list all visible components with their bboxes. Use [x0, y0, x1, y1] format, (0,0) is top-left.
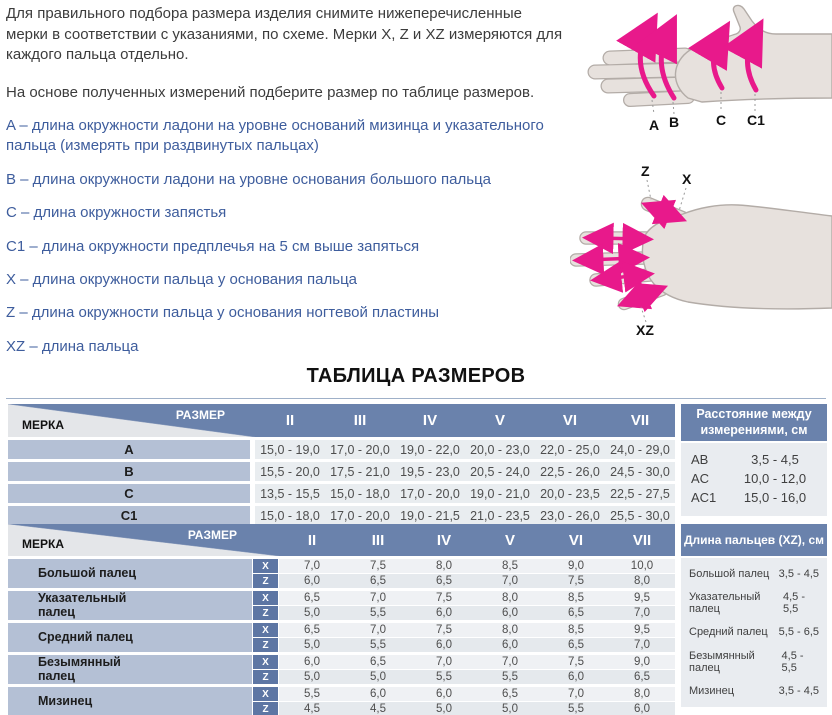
definition-item-5: Z – длина окружности пальца у основания ногтевой пластины: [6, 304, 440, 322]
measure-label: C: [8, 484, 250, 503]
size-table-title: ТАБЛИЦА РАЗМЕРОВ: [306, 365, 526, 387]
value-cell: 6,0: [502, 607, 518, 619]
value-cell: 5,5: [370, 607, 386, 619]
range-cell: 24,5 - 30,0: [610, 464, 670, 479]
finger-name-text: Указательный палец: [38, 590, 127, 619]
label-x: X: [682, 171, 692, 187]
finger-group: [8, 559, 675, 588]
sub-measure-badge: X: [253, 687, 278, 701]
distance-label: AC1: [691, 489, 717, 505]
value-cell: 8,5: [568, 624, 584, 636]
finger-table-header-sizes: [279, 524, 675, 556]
definition-item-0: A – длина окружности ладони на уровне оснований мизинца и указательного пальца (измерять при раздвинутых пальцах): [6, 117, 544, 155]
finger-sub-badges: [253, 687, 278, 715]
finger-row-z: [279, 702, 675, 715]
finger-length-label: Большой палец: [689, 567, 770, 580]
value-cell: 6,0: [304, 656, 320, 668]
value-cell: 8,0: [502, 592, 518, 604]
finger-name-text: Средний палец: [38, 629, 133, 644]
value-cell: 5,5: [370, 639, 386, 651]
finger-length-panel-body: [681, 558, 827, 707]
hand-palm-shape-2: [642, 205, 832, 309]
value-cell: 5,0: [304, 671, 320, 683]
range-cell: 22,0 - 25,0: [540, 442, 600, 457]
palm-table-row: [8, 484, 675, 503]
value-cell: 6,0: [436, 607, 452, 619]
value-cell: 9,0: [634, 656, 650, 668]
range-cell: 19,0 - 21,0: [470, 486, 530, 501]
palm-table-corner-cell: [8, 404, 255, 437]
finger-value-rows: [279, 623, 675, 652]
finger-length-value: 4,5 - 5,5: [781, 649, 804, 674]
value-cell: 6,5: [304, 624, 320, 636]
range-cell: 19,0 - 22,0: [400, 442, 460, 457]
sub-measure-badge: X: [253, 559, 278, 573]
value-cell: 8,5: [502, 560, 518, 572]
value-cell: 5,5: [502, 671, 518, 683]
finger-name-text: Мизинец: [38, 693, 93, 708]
finger-length-label: Мизинец: [689, 685, 734, 698]
value-cell: 10,0: [630, 560, 654, 572]
value-cell: 8,0: [634, 575, 650, 587]
finger-group: [8, 623, 675, 652]
finger-length-value: 3,5 - 4,5: [778, 567, 819, 580]
finger-length-row: [689, 685, 819, 697]
corner-size-label: РАЗМЕР: [175, 408, 225, 422]
value-cell: 5,0: [304, 639, 320, 651]
value-cell: 7,0: [634, 607, 650, 619]
value-cell: 5,0: [370, 671, 386, 683]
finger-row-z: [279, 606, 675, 620]
intro-paragraph-2: На основе полученных измерений подберите размер по таблице размеров.: [6, 84, 535, 102]
size-column-header: VI: [562, 412, 578, 429]
value-cell: 6,0: [502, 639, 518, 651]
value-cell: 5,5: [436, 671, 452, 683]
finger-table-corner-cell: [8, 524, 279, 556]
finger-value-rows: [279, 687, 675, 715]
distance-label: AB: [691, 452, 709, 468]
finger-sub-badges: [253, 559, 278, 588]
label-b: B: [669, 114, 680, 130]
range-cell: 15,5 - 20,0: [260, 464, 320, 479]
palm-size-table: [8, 404, 675, 528]
label-z: Z: [641, 163, 650, 179]
intro-paragraph-1: Для правильного подбора размера изделия снимите нижеперечисленные мерки в соответствии с указаниями, по схеме. Мерки X, Z и XZ измеряются для каждого пальца отдельно.: [6, 5, 563, 64]
value-cell: 5,5: [304, 688, 320, 700]
finger-length-value: 5,5 - 6,5: [778, 626, 819, 639]
distance-panel-body: [681, 443, 827, 516]
label-c1: C1: [747, 112, 765, 128]
range-cell: 23,0 - 26,0: [540, 508, 600, 523]
value-cell: 7,5: [568, 575, 584, 587]
finger-value-rows: [279, 591, 675, 620]
finger-sub-badges: [253, 623, 278, 652]
finger-length-panel: [681, 524, 827, 707]
palm-table-body: [8, 440, 675, 525]
value-cell: 4,5: [304, 703, 320, 715]
value-cell: 9,5: [634, 592, 650, 604]
finger-group: [8, 591, 675, 620]
range-cell: 24,0 - 29,0: [610, 442, 670, 457]
finger-length-panel-title: Длина пальцев (XZ), см: [681, 524, 827, 556]
definition-item-6: XZ – длина пальца: [6, 337, 139, 355]
measure-label: C1: [8, 506, 250, 525]
size-column-header: II: [285, 412, 295, 429]
finger-row-z: [279, 574, 675, 588]
label-a: A: [649, 117, 660, 133]
range-cell: 17,5 - 21,0: [330, 464, 390, 479]
value-cell: 7,0: [568, 688, 584, 700]
size-column-header: VII: [630, 412, 650, 429]
value-cell: 6,0: [370, 688, 386, 700]
sub-measure-badge: Z: [253, 606, 278, 620]
finger-length-row: [689, 650, 819, 674]
palm-table-row: [8, 462, 675, 481]
value-cell: 7,0: [370, 624, 386, 636]
size-column-header: V: [504, 531, 515, 549]
intro-text: [6, 4, 564, 121]
value-cell: 6,0: [436, 639, 452, 651]
definition-item-4: X – длина окружности пальца у основания пальца: [6, 270, 358, 288]
value-cell: 6,5: [634, 671, 650, 683]
range-cell: 17,0 - 20,0: [400, 486, 460, 501]
corner-measure-label: МЕРКА: [22, 418, 64, 432]
finger-length-label: Указательный палец: [689, 591, 761, 616]
palm-table-row: [8, 506, 675, 525]
value-cell: 7,5: [568, 656, 584, 668]
finger-length-label: Безымянный палец: [689, 649, 755, 674]
value-cell: 6,0: [634, 703, 650, 715]
finger-value-rows: [279, 559, 675, 588]
value-cell: 4,5: [370, 703, 386, 715]
palm-table-header: [8, 404, 675, 437]
finger-row-x: [279, 687, 675, 701]
value-cell: 7,0: [502, 575, 518, 587]
value-cell: 7,0: [502, 656, 518, 668]
value-cell: 8,5: [568, 592, 584, 604]
value-cell: 9,5: [634, 624, 650, 636]
hand-circumference-illustration: [570, 0, 832, 140]
finger-length-row: [689, 568, 819, 580]
sub-measure-badge: X: [253, 655, 278, 669]
size-column-header: II: [307, 531, 317, 549]
measure-label: B: [8, 462, 250, 481]
palm-table-cells: [255, 462, 675, 481]
range-cell: 15,0 - 19,0: [260, 442, 320, 457]
range-cell: 22,5 - 27,5: [610, 486, 670, 501]
sub-measure-badge: Z: [253, 702, 278, 715]
finger-row-z: [279, 638, 675, 652]
finger-name: [8, 591, 252, 620]
value-cell: 7,0: [436, 656, 452, 668]
value-cell: 5,5: [568, 703, 584, 715]
value-cell: 7,0: [634, 639, 650, 651]
value-cell: 6,5: [436, 575, 452, 587]
size-column-header: VI: [568, 531, 584, 549]
palm-table-row: [8, 440, 675, 459]
range-cell: 22,5 - 26,0: [540, 464, 600, 479]
value-cell: 7,5: [436, 624, 452, 636]
value-cell: 6,5: [304, 592, 320, 604]
value-cell: 6,5: [502, 688, 518, 700]
label-xz: XZ: [636, 322, 654, 338]
finger-group: [8, 687, 675, 715]
sub-measure-badge: Z: [253, 574, 278, 588]
range-cell: 17,0 - 20,0: [330, 442, 390, 457]
distance-value: 3,5 - 4,5: [751, 452, 799, 468]
sub-measure-badge: X: [253, 591, 278, 605]
value-cell: 6,5: [568, 607, 584, 619]
finger-sub-badges: [253, 591, 278, 620]
value-cell: 7,5: [370, 560, 386, 572]
value-cell: 6,5: [568, 639, 584, 651]
value-cell: 5,0: [502, 703, 518, 715]
value-cell: 7,5: [436, 592, 452, 604]
palm-table-cells: [255, 506, 675, 525]
value-cell: 7,0: [304, 560, 320, 572]
size-column-header: III: [371, 531, 385, 549]
definition-item-1: B – длина окружности ладони на уровне основания большого пальца: [6, 170, 492, 188]
corner-size-label-2: РАЗМЕР: [187, 528, 237, 542]
finger-measurement-illustration: [570, 158, 832, 338]
value-cell: 6,5: [370, 575, 386, 587]
finger-row-x: [279, 655, 675, 669]
range-cell: 20,5 - 24,0: [470, 464, 530, 479]
distance-label: AC: [691, 471, 710, 487]
size-column-header: V: [494, 412, 505, 429]
measurement-definitions: [6, 116, 566, 370]
finger-row-x: [279, 591, 675, 605]
finger-name: [8, 559, 252, 588]
value-cell: 9,0: [568, 560, 584, 572]
range-cell: 20,0 - 23,0: [470, 442, 530, 457]
finger-name: [8, 655, 252, 684]
finger-size-table: [8, 524, 675, 715]
finger-name-text: Большой палец: [38, 565, 137, 580]
value-cell: 8,0: [436, 560, 452, 572]
value-cell: 6,5: [370, 656, 386, 668]
size-column-header: VII: [632, 531, 652, 549]
distance-row: [691, 470, 817, 489]
palm-table-header-sizes: [255, 404, 675, 437]
value-cell: 8,0: [502, 624, 518, 636]
value-cell: 6,0: [436, 688, 452, 700]
range-cell: 19,5 - 23,0: [400, 464, 460, 479]
distance-panel: [681, 404, 827, 516]
value-cell: 7,0: [370, 592, 386, 604]
sub-measure-badge: X: [253, 623, 278, 637]
distance-value: 15,0 - 16,0: [743, 489, 807, 505]
finger-length-row: [689, 591, 819, 615]
size-column-header: IV: [422, 412, 438, 429]
range-cell: 13,5 - 15,5: [260, 486, 320, 501]
palm-table-cells: [255, 484, 675, 503]
finger-name: [8, 687, 252, 715]
measure-label: A: [8, 440, 250, 459]
finger-row-x: [279, 623, 675, 637]
definition-item-3: C1 – длина окружности предплечья на 5 см выше запяться: [6, 237, 420, 255]
distance-panel-title: Расстояние между измерениями, см: [681, 404, 827, 441]
label-c: C: [716, 112, 727, 128]
finger-name: [8, 623, 252, 652]
range-cell: 17,0 - 20,0: [330, 508, 390, 523]
finger-sub-badges: [253, 655, 278, 684]
title-divider: [6, 398, 826, 399]
finger-row-x: [279, 559, 675, 573]
range-cell: 20,0 - 23,5: [540, 486, 600, 501]
sub-measure-badge: Z: [253, 670, 278, 684]
distance-row: [691, 451, 817, 470]
finger-length-label: Средний палец: [689, 626, 768, 639]
size-column-header: III: [353, 412, 367, 429]
finger-group: [8, 655, 675, 684]
definition-item-2: C – длина окружности запястья: [6, 204, 227, 222]
value-cell: 6,0: [568, 671, 584, 683]
value-cell: 8,0: [634, 688, 650, 700]
finger-value-rows: [279, 655, 675, 684]
range-cell: 21,0 - 23,5: [470, 508, 530, 523]
range-cell: 15,0 - 18,0: [260, 508, 320, 523]
range-cell: 15,0 - 18,0: [330, 486, 390, 501]
sub-measure-badge: Z: [253, 638, 278, 652]
value-cell: 5,0: [304, 607, 320, 619]
finger-length-value: 4,5 - 5,5: [783, 591, 806, 616]
distance-row: [691, 489, 817, 508]
range-cell: 19,0 - 21,5: [400, 508, 460, 523]
distance-value: 10,0 - 12,0: [743, 471, 807, 487]
finger-table-header: [8, 524, 675, 556]
range-cell: 25,5 - 30,0: [610, 508, 670, 523]
palm-table-cells: [255, 440, 675, 459]
finger-length-value: 3,5 - 4,5: [778, 685, 819, 698]
value-cell: 5,0: [436, 703, 452, 715]
finger-name-text: Безымянный палец: [38, 654, 121, 683]
finger-row-z: [279, 670, 675, 684]
size-column-header: IV: [436, 531, 452, 549]
finger-table-body: [8, 559, 675, 715]
finger-length-row: [689, 626, 819, 638]
value-cell: 6,0: [304, 575, 320, 587]
corner-measure-label-2: МЕРКА: [22, 537, 64, 551]
